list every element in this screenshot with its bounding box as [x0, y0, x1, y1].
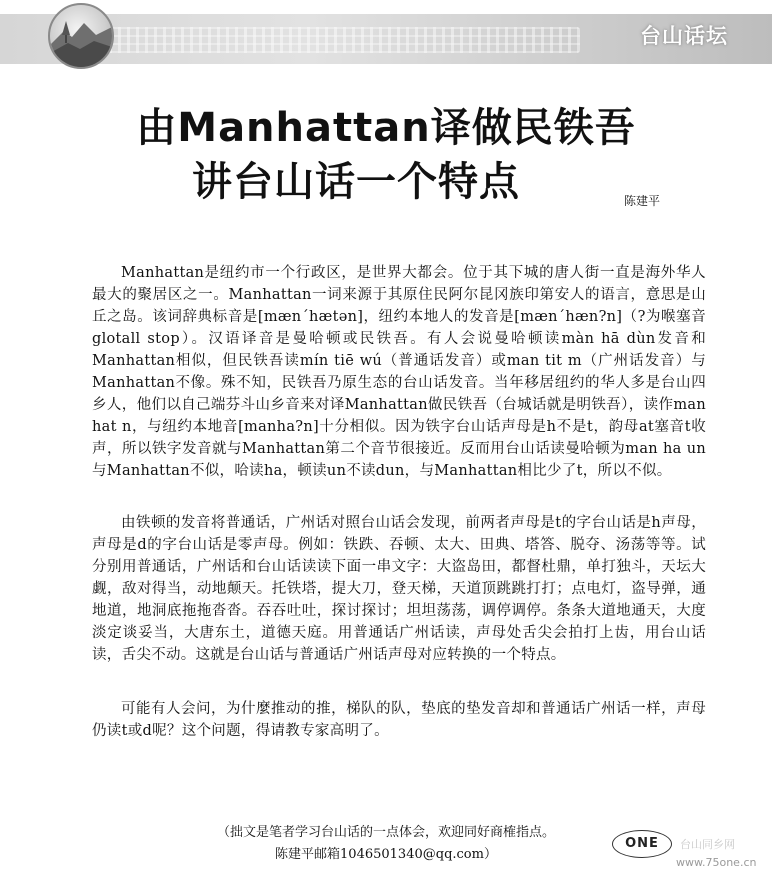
paragraph-1: Manhattan是纽约市一个行政区，是世界大都会。位于其下城的唐人街一直是海外华人最大的聚居区之一。Manhattan一词来源于其原住民阿尔昆冈族印第安人的语言，意思是山丘之岛。该词辞典标音是[mæn´hætən]，纽约本地人的发音是[mæn´hæn?n]（?为喉塞音glotall stop）。汉语译音是曼哈顿或民铁吾。有人会说曼哈顿读màn hā dùn发音和Manhattan相似，但民铁吾读mín tiē wú（普通话发音）或man tit m（广州话发音）与Manhattan不像。殊不知，民铁吾乃原生态的台山话发音。当年移居纽约的华人多是台山四乡人，他们以自己端芬斗山乡音来对译Manhattan做民铁吾（台城话就是明铁吾），读作man hat n，与纽约本地音[manha?n]十分相似。因为铁字台山话声母是h不是t，韵母at塞音t收声，所以铁字发音就与Manhattan第二个音节很接近。反而用台山话读曼哈顿为man ha un与Manhattan不似，哈读ha，顿读un不读dun，与Manhattan相比少了t，所以不似。 [92, 265, 706, 479]
watermark-site-name: 台山同乡网 [680, 838, 735, 851]
section-label: 台山话坛 [640, 24, 728, 48]
one-logo-icon: ONE [612, 830, 672, 858]
watermark-url[interactable]: www.75one.cn [676, 856, 757, 869]
header-pattern [100, 27, 580, 53]
footer-note: （拙文是笔者学习台山话的一点体会，欢迎同好商榷指点。 [216, 825, 555, 840]
article-title-line2: 讲台山话一个特点 [192, 159, 520, 205]
landscape-logo-icon [48, 3, 114, 69]
footer-email: 陈建平邮箱1046501340@qq.com） [275, 847, 497, 862]
paragraph-3: 可能有人会问，为什麼推动的推，梯队的队，垫底的垫发音却和普通话广州话一样，声母仍读t或d呢？这个问题，得请教专家高明了。 [92, 701, 706, 739]
article-title-line1: 由Manhattan译做民铁吾 [136, 105, 636, 151]
author-name: 陈建平 [624, 194, 661, 208]
paragraph-2: 由铁顿的发音将普通话，广州话对照台山话会发现，前两者声母是t的字台山话是h声母，声母是d的字台山话是零声母。例如：铁跌、吞顿、太大、田典、塔答、脱夺、汤荡等等。试分别用普通话，广州话和台山话读读下面一串文字：大盗岛田，都督杜鼎，单打独斗，天坛大觑，敌对得当，动地颠天。托铁塔，提大刀，登天梯，天道顶跳跳打打；点电灯，盗导弹，通地道，地洞底拖拖沓沓。吞吞吐吐，探讨探讨；坦坦荡荡，调停调停。条条大道地通天，大度淡定谈妥当，大唐东土，道德天庭。用普通话广州话读，声母处舌尖会拍打上齿，用台山话读，舌尖不动。这就是台山话与普通话广州话声母对应转换的一个特点。 [92, 515, 706, 663]
